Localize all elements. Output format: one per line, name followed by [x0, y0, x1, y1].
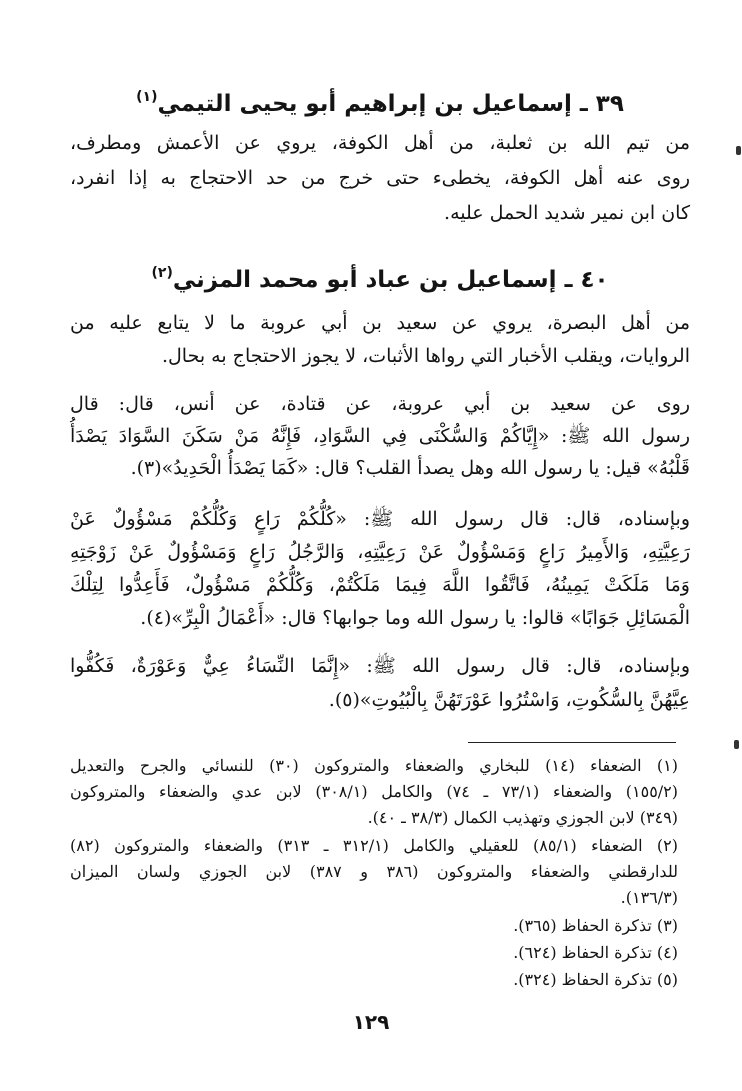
footnote-line: (١) الضعفاء (١٤) للبخاري والضعفاء والمتروكون (٣٠) للنسائي والجرح والتعديل [70, 756, 679, 775]
footnote-ref: (٢) [151, 265, 173, 281]
scan-mark [736, 146, 741, 155]
hadith-line: عِيَّهُنَّ بِالسُّكُوتِ، وَاسْتُرُوا عَوْرَتَهُنَّ بِالْبُيُوتِ»(٥). [328, 689, 690, 711]
entry-heading-40 [70, 256, 690, 297]
hadith-line: رسول الله ﷺ: «إِيَّاكُمْ وَالسُّكْنَى فِي السَّوَادِ، فَإِنَّهُ مَنْ سَكَنَ السَّوَادَ يَصْدَأُ [70, 425, 690, 447]
hadith-line: قَلْبُهُ» قيل: يا رسول الله وهل يصدأ القلب؟ قال: «كَمَا يَصْدَأُ الْحَدِيدُ»(٣). [130, 457, 690, 479]
entry-title: ٣٩ ـ إسماعيل بن إبراهيم أبو يحيى التيمي [157, 91, 624, 117]
body-line: الروايات، ويقلب الأخبار التي رواها الأثبات، لا يجوز الاحتجاج به بحال. [161, 345, 690, 367]
hadith-line: الْمَسَائِلِ جَوَابًا» قالوا: يا رسول الله وما جوابها؟ قال: «أَعْمَالُ الْبِرِّ»(٤). [140, 607, 690, 629]
footnote-separator [468, 742, 676, 743]
hadith-line: روى عن سعيد بن أبي عروبة، عن قتادة، عن أنس، قال: قال [70, 393, 690, 415]
footnote-line: (٣) تذكرة الحفاظ (٣٦٥). [513, 916, 678, 935]
hadith-line: وَمَا مَلَكَتْ يَمِينُهُ، فَاتَّقُوا اللَّهَ فِيمَا مَلَكْتُمْ، وَكُلُّكُمْ مَسْؤُولٌ، فَأَعِدُّوا لِتِلْكَ [70, 574, 690, 596]
footnote-ref: (١) [136, 89, 158, 105]
hadith-line: رَعِيَّتِهِ، وَالأَمِيرُ رَاعٍ وَمَسْؤُولٌ عَنْ رَعِيَّتِهِ، وَالرَّجُلُ رَاعٍ وَمَسْؤُولٌ عَنْ زَوْجَتِهِ [70, 541, 690, 563]
footnote-line: (١٥٥/٢) والضعفاء (٧٣/١ ـ ٧٤) والكامل (٣٠٨/١) لابن عدي والضعفاء والمتروكون [70, 782, 679, 801]
entry-heading-39 [70, 80, 690, 121]
hadith-line: وبإسناده، قال: قال رسول الله ﷺ: «كُلُّكُمْ رَاعٍ وَكُلُّكُمْ مَسْؤُولٌ عَنْ [70, 508, 690, 530]
footnote-line: (٥) تذكرة الحفاظ (٣٢٤). [513, 970, 678, 989]
scan-mark [734, 740, 739, 749]
footnote-line: للدارقطني والضعفاء والمتروكون (٣٨٦ و ٣٨٧) لابن الجوزي ولسان الميزان [70, 862, 678, 881]
body-line: من تيم الله بن ثعلبة، من أهل الكوفة، يروي عن الأعمش ومطرف، [70, 132, 690, 154]
footnote-line: (١٣٦/٣). [620, 888, 678, 907]
hadith-line: وبإسناده، قال: قال رسول الله ﷺ: «إِنَّمَا النِّسَاءُ عِيٌّ وَعَوْرَةٌ، فَكُفُّوا [70, 655, 690, 677]
body-line: كان ابن نمير شديد الحمل عليه. [444, 202, 690, 224]
footnote-line: (٣٤٩) لابن الجوزي وتهذيب الكمال (٣٨/٣ ـ ٤٠). [367, 808, 678, 827]
body-line: روى عنه أهل الكوفة، يخطىء حتى خرج من حد الاحتجاج به إذا انفرد، [70, 167, 690, 189]
footnote-line: (٤) تذكرة الحفاظ (٦٢٤). [513, 943, 678, 962]
entry-title: ٤٠ ـ إسماعيل بن عباد أبو محمد المزني [172, 267, 609, 293]
footnote-line: (٢) الضعفاء (٨٥/١) للعقيلي والكامل (٣١٢/١ ـ ٣١٣) والضعفاء والمتروكون (٨٢) [70, 836, 679, 855]
page-number: ١٢٩ [352, 1010, 390, 1034]
body-line: من أهل البصرة، يروي عن سعيد بن أبي عروبة ما لا يتابع عليه من [70, 312, 690, 334]
